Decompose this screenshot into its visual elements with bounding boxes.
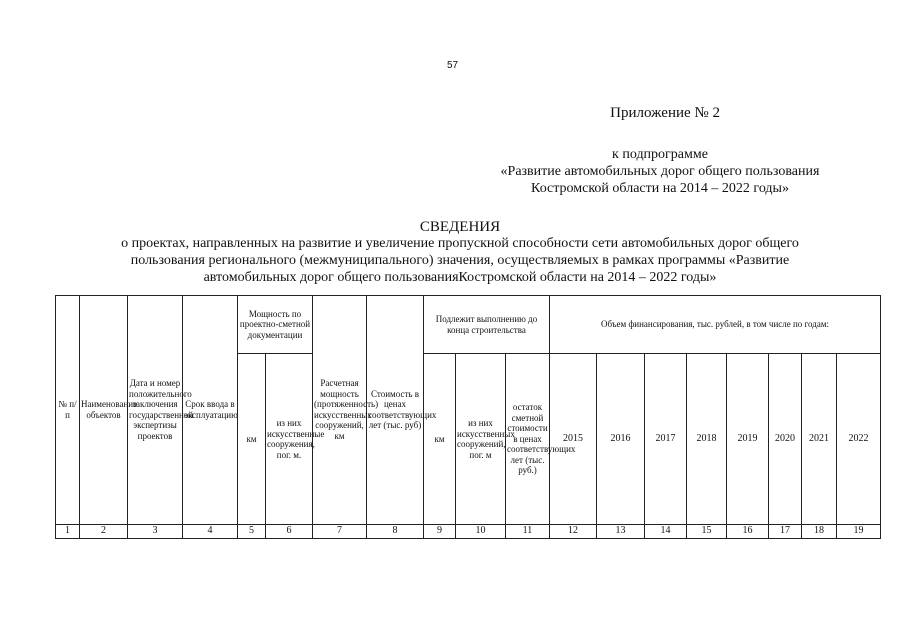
- column-number: 14: [645, 524, 687, 538]
- header-design-km: км: [238, 354, 266, 525]
- header-group-remaining: Подлежит выполнению до конца строительства: [424, 296, 550, 354]
- column-number-row: [56, 524, 881, 538]
- header-calculated-capacity: Расчетная мощность (протяженность) искусственных сооружений, км: [313, 296, 367, 525]
- column-number: 19: [837, 524, 881, 538]
- header-group-design-capacity: Мощность по проектно-сметной документации: [238, 296, 313, 354]
- subtitle-line: пользования регионального (межмуниципального) значения, осуществляемых в рамках программы «Развитие: [130, 253, 790, 268]
- header-year: 2019: [727, 354, 769, 525]
- subprogram-line: к подпрограмме: [612, 147, 708, 162]
- header-design-artificial: из них искусственные сооружения, пог. м.: [266, 354, 313, 525]
- appendix-title: Приложение № 2: [610, 105, 720, 121]
- header-no: № п/п: [56, 296, 80, 525]
- column-number: 3: [128, 524, 183, 538]
- subprogram-reference: [480, 146, 840, 197]
- header-year: 2018: [687, 354, 727, 525]
- header-remaining-artificial: из них искусственных сооружений, пог. м: [456, 354, 506, 525]
- header-year: 2016: [597, 354, 645, 525]
- header-remaining-cost: остаток сметной стоимости в ценах соответствующих лет (тыс. руб.): [506, 354, 550, 525]
- column-number: 12: [550, 524, 597, 538]
- column-number: 8: [367, 524, 424, 538]
- header-name: Наименование объектов: [80, 296, 128, 525]
- column-number: 9: [424, 524, 456, 538]
- header-year: 2017: [645, 354, 687, 525]
- subprogram-line: Костромской области на 2014 – 2022 годы»: [531, 181, 789, 196]
- column-number: 15: [687, 524, 727, 538]
- page-number: 57: [446, 60, 459, 71]
- column-number: 18: [802, 524, 837, 538]
- header-remaining-km: км: [424, 354, 456, 525]
- column-number: 4: [183, 524, 238, 538]
- column-number: 10: [456, 524, 506, 538]
- column-number: 16: [727, 524, 769, 538]
- projects-table: [55, 295, 881, 539]
- subtitle-line: о проектах, направленных на развитие и увеличение пропускной способности сети автомобильных дорог общего: [121, 236, 799, 251]
- column-number: 2: [80, 524, 128, 538]
- column-number: 7: [313, 524, 367, 538]
- column-number: 1: [56, 524, 80, 538]
- header-year: 2015: [550, 354, 597, 525]
- header-expertise-date: Дата и номер положительного заключения государственной экспертизы проектов: [128, 296, 183, 525]
- header-year: 2021: [802, 354, 837, 525]
- header-commissioning-term: Срок ввода в эксплуатацию: [183, 296, 238, 525]
- header-group-financing: Объем финансирования, тыс. рублей, в том числе по годам:: [550, 296, 881, 354]
- document-subtitle: [80, 235, 840, 286]
- column-number: 11: [506, 524, 550, 538]
- column-number: 5: [238, 524, 266, 538]
- header-year: 2022: [837, 354, 881, 525]
- column-number: 13: [597, 524, 645, 538]
- header-cost: Стоимость в ценах соответствующих лет (тыс. руб): [367, 296, 424, 525]
- document-heading: СВЕДЕНИЯ: [419, 219, 501, 235]
- column-number: 17: [769, 524, 802, 538]
- column-number: 6: [266, 524, 313, 538]
- subtitle-line: автомобильных дорог общего пользованияКостромской области на 2014 – 2022 годы»: [203, 270, 717, 285]
- header-year: 2020: [769, 354, 802, 525]
- subprogram-line: «Развитие автомобильных дорог общего пользования: [500, 164, 820, 179]
